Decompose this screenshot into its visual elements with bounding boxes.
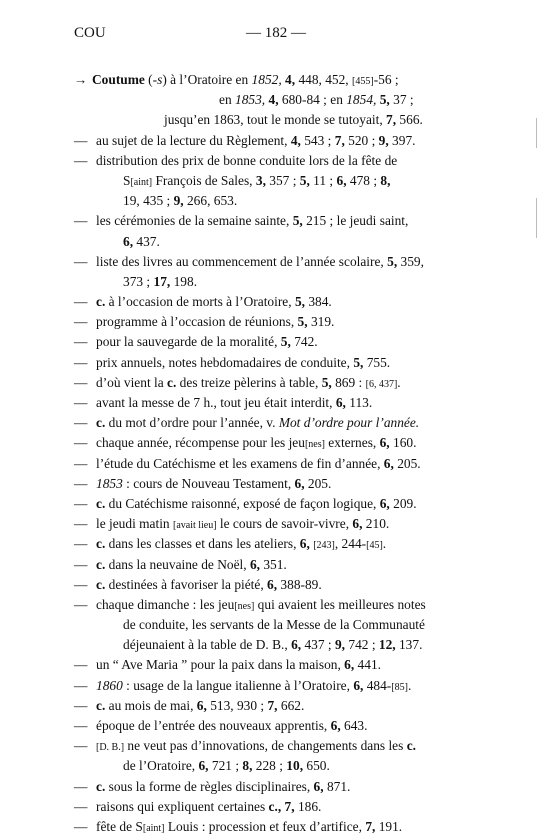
text-segment: ) à l’Oratoire en xyxy=(162,72,252,87)
text-segment: ne veut pas d’innovations, de changements dans les xyxy=(124,738,407,754)
text-segment: 9, xyxy=(334,637,346,653)
text-segment: c. xyxy=(96,495,106,511)
entry-text xyxy=(96,514,389,536)
text-segment: Louis : procession et feux d’artifice, xyxy=(164,818,366,834)
entry-text xyxy=(96,534,386,556)
entry-dash: — xyxy=(74,132,88,148)
text-segment: ( xyxy=(144,72,153,87)
entry-dash: — xyxy=(74,314,88,330)
entry-line xyxy=(0,797,538,817)
text-segment: 869 : xyxy=(331,374,366,390)
text-segment: de conduite, les servants de la Messe de la Communauté xyxy=(123,617,425,633)
text-segment: 6, xyxy=(383,455,394,471)
text-segment: S xyxy=(123,172,131,188)
entry-dash: — xyxy=(74,435,88,451)
text-segment: 6, xyxy=(123,233,134,249)
text-segment: 5, xyxy=(379,92,390,108)
text-segment: liste des livres au commencement de l’année scolaire, xyxy=(96,253,388,269)
entry-text xyxy=(96,332,318,352)
entry-dash: — xyxy=(74,294,88,310)
text-segment: 210. xyxy=(362,516,390,532)
entry-line xyxy=(0,171,538,191)
entry-line xyxy=(0,90,538,110)
entry-dash: — xyxy=(74,818,88,834)
text-segment: pour la sauvegarde de la moralité, xyxy=(96,334,281,350)
text-segment: chaque dimanche : les jeu xyxy=(96,596,235,612)
entry-text xyxy=(96,655,381,675)
entry-dash: — xyxy=(74,576,88,592)
entry-dash: — xyxy=(74,213,88,229)
text-segment: 6, xyxy=(344,657,355,673)
text-segment: 742. xyxy=(290,334,318,350)
text-segment: [6, 437] xyxy=(365,378,398,390)
text-segment: du mot d’ordre pour l’année, v. xyxy=(105,415,279,431)
entry-dash: — xyxy=(74,374,88,390)
text-segment: 359, xyxy=(397,253,424,269)
entry-line xyxy=(0,292,538,312)
entry-text xyxy=(219,90,414,110)
entry-line xyxy=(0,474,538,494)
entry-dash: — xyxy=(74,697,88,713)
text-segment: 742 ; xyxy=(345,637,379,653)
text-segment: 6, xyxy=(330,718,341,733)
text-segment: 319. xyxy=(307,314,335,330)
entry-line xyxy=(0,676,538,696)
text-segment: au mois de mai, xyxy=(105,697,197,713)
text-segment: 6, xyxy=(291,637,302,653)
text-segment: 6, xyxy=(313,778,324,794)
entry-text xyxy=(164,110,423,130)
text-segment: 1854, xyxy=(346,92,377,108)
text-segment: le cours de savoir-vivre, xyxy=(216,516,353,532)
text-segment: 209. xyxy=(389,495,417,511)
text-segment: 8, xyxy=(380,172,391,188)
text-segment: un “ Ave Maria ” pour la paix dans la maison, xyxy=(96,657,345,673)
entry-line xyxy=(0,413,538,433)
text-segment: c. xyxy=(96,536,106,552)
entry-line xyxy=(0,736,538,756)
text-segment: 1853, xyxy=(235,92,266,108)
entry-text xyxy=(92,70,399,92)
entry-line xyxy=(0,655,538,675)
text-segment: chaque année, récompense pour les jeu xyxy=(96,435,305,451)
text-segment: 478 ; xyxy=(346,172,381,188)
text-segment: époque de l’entrée des nouveaux apprentis, xyxy=(96,718,331,733)
entry-dash: — xyxy=(74,395,88,410)
entry-text xyxy=(96,676,411,698)
text-segment: 37 ; xyxy=(389,92,414,108)
text-segment: 228 ; xyxy=(252,758,287,774)
entry-line xyxy=(0,131,538,151)
text-segment: 650. xyxy=(303,758,330,774)
entry-text xyxy=(96,555,287,575)
entry-line xyxy=(0,817,538,837)
text-segment: 6, xyxy=(249,556,260,572)
text-segment: 520 ; xyxy=(344,132,379,148)
text-segment: 266, 653. xyxy=(183,193,238,209)
text-segment: 7, xyxy=(267,697,278,713)
text-segment: , 244- xyxy=(334,536,367,552)
entry-dash: — xyxy=(74,475,88,491)
text-segment: [455] xyxy=(352,76,374,87)
index-entries xyxy=(0,70,538,837)
entry-line xyxy=(0,454,538,474)
text-segment: [aint] xyxy=(130,176,153,188)
entry-line xyxy=(0,312,538,332)
entry-line xyxy=(0,595,538,615)
entry-line xyxy=(0,555,538,575)
entry-text xyxy=(123,232,160,252)
entry-line xyxy=(0,494,538,514)
text-segment: François de Sales, xyxy=(152,172,256,188)
text-segment: les cérémonies de la semaine sainte, xyxy=(96,213,293,229)
text-segment: 441. xyxy=(354,657,381,673)
text-segment: 351. xyxy=(260,556,287,572)
text-segment: 9, xyxy=(378,132,389,148)
text-segment: 5, xyxy=(321,374,332,390)
entry-dash: — xyxy=(74,415,88,431)
entry-text xyxy=(96,252,424,272)
text-segment: 7, xyxy=(386,112,397,128)
text-segment: 205. xyxy=(393,455,421,471)
text-segment: 137. xyxy=(395,637,423,653)
entry-dash: — xyxy=(74,657,88,673)
entry-line xyxy=(0,353,538,373)
entry-dash: — xyxy=(74,334,88,350)
entry-text xyxy=(96,211,408,231)
entry-dash: — xyxy=(74,495,88,511)
text-segment: c. xyxy=(167,374,177,390)
text-segment: qui avaient les meilleures notes xyxy=(254,596,426,612)
margin-rule xyxy=(536,118,537,148)
text-segment: 357 ; xyxy=(265,172,300,188)
entry-text xyxy=(96,817,402,839)
text-segment: [45] xyxy=(366,540,383,552)
entry-text xyxy=(96,433,416,455)
text-segment: [D. B.] xyxy=(96,742,125,754)
text-segment: jusqu’en 1863, tout le monde se tutoyait, xyxy=(164,112,387,128)
entry-line xyxy=(0,696,538,716)
entry-text xyxy=(123,615,425,635)
text-segment: 437. xyxy=(133,233,160,249)
entry-dash: — xyxy=(74,778,88,794)
text-segment: 186. xyxy=(294,798,322,814)
text-segment: c. xyxy=(96,415,106,431)
entry-text xyxy=(96,413,419,433)
entry-dash: — xyxy=(74,536,88,552)
text-segment: 4, xyxy=(285,72,296,87)
entry-text xyxy=(96,353,390,373)
text-segment: 6, xyxy=(336,172,347,188)
text-segment: 5, xyxy=(387,253,398,269)
entry-text xyxy=(96,494,417,514)
text-segment: 4, xyxy=(290,132,301,148)
entry-text xyxy=(123,635,422,655)
text-segment: 6, xyxy=(196,697,207,713)
entry-text xyxy=(123,191,237,211)
text-segment: sous la forme de règles disciplinaires, xyxy=(105,778,314,794)
text-segment: 6, xyxy=(353,677,364,693)
text-segment: 215 ; le jeudi saint, xyxy=(302,213,409,229)
text-segment: 662. xyxy=(277,697,305,713)
text-segment: 12, xyxy=(378,637,396,653)
text-segment: c. xyxy=(96,778,106,794)
text-segment: [nes] xyxy=(234,600,255,612)
entry-text xyxy=(96,131,415,151)
entry-dash: — xyxy=(74,354,88,370)
entry-text xyxy=(96,736,416,758)
text-segment: externes, xyxy=(324,435,380,451)
text-segment: 9, xyxy=(173,193,184,209)
text-segment: programme à l’occasion de réunions, xyxy=(96,314,298,330)
entry-line xyxy=(0,191,538,211)
text-segment: c. xyxy=(406,738,416,754)
entry-line xyxy=(0,615,538,635)
text-segment: 5, xyxy=(297,314,308,330)
text-segment: 19, 435 ; xyxy=(123,193,174,209)
text-segment: dans les classes et dans les ateliers, xyxy=(105,536,300,552)
entry-text xyxy=(96,151,397,171)
text-segment: 7, xyxy=(365,818,376,834)
page-number: — 182 — xyxy=(246,25,306,41)
text-segment: de l’Oratoire, xyxy=(123,758,199,774)
entry-line xyxy=(0,575,538,595)
text-segment: 1860 xyxy=(96,677,123,693)
entry-text xyxy=(96,797,321,817)
text-segment: 5, xyxy=(353,354,364,370)
entry-line xyxy=(0,534,538,554)
text-segment: 680-84 ; en xyxy=(278,92,347,108)
entry-line xyxy=(0,635,538,655)
entry-dash: — xyxy=(74,253,88,269)
text-segment: 513, 930 ; xyxy=(206,697,268,713)
text-segment: c. xyxy=(96,697,106,713)
running-head: COU xyxy=(74,25,106,41)
text-segment: 160. xyxy=(389,435,417,451)
text-segment: 384. xyxy=(304,294,332,310)
text-segment: raisons qui expliquent certaines xyxy=(96,798,269,814)
entry-line xyxy=(0,716,538,736)
text-segment: dans la neuvaine de Noël, xyxy=(105,556,250,572)
entry-line xyxy=(0,272,538,292)
entry-dash: — xyxy=(74,738,88,754)
text-segment: 755. xyxy=(363,354,391,370)
text-segment: l’étude du Catéchisme et les examens de fin d’année, xyxy=(96,455,384,471)
text-segment: 448, 452, xyxy=(295,72,353,87)
text-segment: c., xyxy=(268,798,282,814)
text-segment: prix annuels, notes hebdomadaires de conduite, xyxy=(96,354,354,370)
text-segment: 437 ; xyxy=(301,637,335,653)
entry-text xyxy=(96,393,372,413)
text-segment: 113. xyxy=(345,395,373,410)
text-segment: : cours de Nouveau Testament, xyxy=(122,475,295,491)
text-segment: 5, xyxy=(280,334,291,350)
text-segment: [243] xyxy=(313,540,335,552)
text-segment: . xyxy=(407,677,412,693)
text-segment: 373 ; xyxy=(123,273,154,289)
text-segment: à l’occasion de morts à l’Oratoire, xyxy=(105,294,295,310)
text-segment: [avait lieu] xyxy=(172,520,217,532)
entry-dash: — xyxy=(74,677,88,693)
entry-dash: — xyxy=(74,152,88,168)
entry-line xyxy=(0,151,538,171)
text-segment: 6, xyxy=(379,435,390,451)
entry-line xyxy=(0,777,538,797)
entry-line xyxy=(0,232,538,252)
text-segment: 6, xyxy=(352,516,363,532)
text-segment: avant la messe de 7 h., tout jeu était interdit, xyxy=(96,395,336,410)
entry-text xyxy=(96,777,350,797)
text-segment: le jeudi matin xyxy=(96,516,173,532)
text-segment: 6, xyxy=(335,395,346,410)
text-segment: d’où vient la xyxy=(96,374,168,390)
entry-line xyxy=(0,110,538,130)
text-segment: 191. xyxy=(375,818,403,834)
entry-text xyxy=(123,756,330,776)
text-segment: . xyxy=(397,374,401,390)
text-segment: 6, xyxy=(379,495,390,511)
text-segment: 5, xyxy=(294,294,305,310)
text-segment: . xyxy=(382,536,387,552)
text-segment: 198. xyxy=(170,273,198,289)
text-segment: c. xyxy=(96,576,106,592)
arrow-icon: → xyxy=(74,72,88,87)
entry-line xyxy=(0,211,538,231)
entry-dash: — xyxy=(74,596,88,612)
text-segment: 397. xyxy=(388,132,416,148)
text-segment: 5, xyxy=(292,213,303,229)
text-segment: 7, xyxy=(334,132,345,148)
entry-text xyxy=(96,575,322,595)
entry-text xyxy=(96,595,426,617)
text-segment: [aint] xyxy=(142,822,165,834)
entry-line xyxy=(0,756,538,776)
text-segment: 6, xyxy=(198,758,209,774)
entry-dash: — xyxy=(74,516,88,532)
entry-dash: — xyxy=(74,798,88,814)
text-segment: fête de S xyxy=(96,818,143,834)
text-segment: déjeunaient à la table de D. B., xyxy=(123,637,292,653)
entry-text xyxy=(96,474,331,494)
entry-text xyxy=(96,292,332,312)
entry-line xyxy=(0,514,538,534)
text-segment: des treize pèlerins à table, xyxy=(176,374,322,390)
entry-text xyxy=(96,312,334,332)
margin-rule xyxy=(536,198,537,238)
text-segment: 1853 xyxy=(96,475,123,491)
text-segment: 10, xyxy=(286,758,304,774)
text-segment: 8, xyxy=(242,758,253,774)
entry-text xyxy=(96,716,367,736)
entry-text xyxy=(96,454,421,474)
text-segment: [nes] xyxy=(304,439,325,451)
text-segment: 6, xyxy=(267,576,278,592)
text-segment: : usage de la langue italienne à l’Oratoire, xyxy=(122,677,354,693)
text-segment: 1852, xyxy=(251,72,282,87)
text-segment: c. xyxy=(96,294,106,310)
text-segment: 566. xyxy=(396,112,423,128)
entry-line xyxy=(0,393,538,413)
text-segment: 484- xyxy=(363,677,392,693)
text-segment: 11 ; xyxy=(309,172,337,188)
entry-text xyxy=(96,696,304,716)
text-segment: 205. xyxy=(304,475,332,491)
entry-line xyxy=(0,373,538,393)
text-segment: 543 ; xyxy=(300,132,335,148)
entry-line xyxy=(0,433,538,453)
text-segment: -56 ; xyxy=(373,72,399,87)
entry-dash: — xyxy=(74,556,88,572)
text-segment: 5, xyxy=(299,172,310,188)
entry-text xyxy=(96,373,401,395)
text-segment: du Catéchisme raisonné, exposé de façon logique, xyxy=(105,495,380,511)
text-segment: distribution des prix de bonne conduite lors de la fête de xyxy=(96,152,398,168)
text-segment: 871. xyxy=(323,778,351,794)
text-segment: 4, xyxy=(268,92,279,108)
entry-line xyxy=(0,252,538,272)
entry-dash: — xyxy=(74,455,88,471)
text-segment: 7, xyxy=(284,798,295,814)
text-segment: Mot d’ordre pour l’année. xyxy=(278,415,420,431)
entry-line xyxy=(0,70,538,90)
text-segment: -s xyxy=(152,72,163,87)
text-segment: 388-89. xyxy=(277,576,322,592)
text-segment: en xyxy=(219,92,235,108)
entry-text xyxy=(123,272,197,292)
entry-dash: — xyxy=(74,718,88,733)
entry-text xyxy=(123,171,390,193)
text-segment: c. xyxy=(96,556,106,572)
text-segment: 721 ; xyxy=(208,758,243,774)
text-segment: [85] xyxy=(391,681,408,693)
entry-line xyxy=(0,332,538,352)
text-segment: destinées à favoriser la piété, xyxy=(105,576,268,592)
text-segment: 3, xyxy=(255,172,266,188)
text-segment: Coutume xyxy=(92,72,145,87)
text-segment: 6, xyxy=(294,475,305,491)
text-segment: 6, xyxy=(299,536,310,552)
text-segment: au sujet de la lecture du Règlement, xyxy=(96,132,291,148)
text-segment: 17, xyxy=(153,273,171,289)
text-segment: 643. xyxy=(340,718,368,733)
